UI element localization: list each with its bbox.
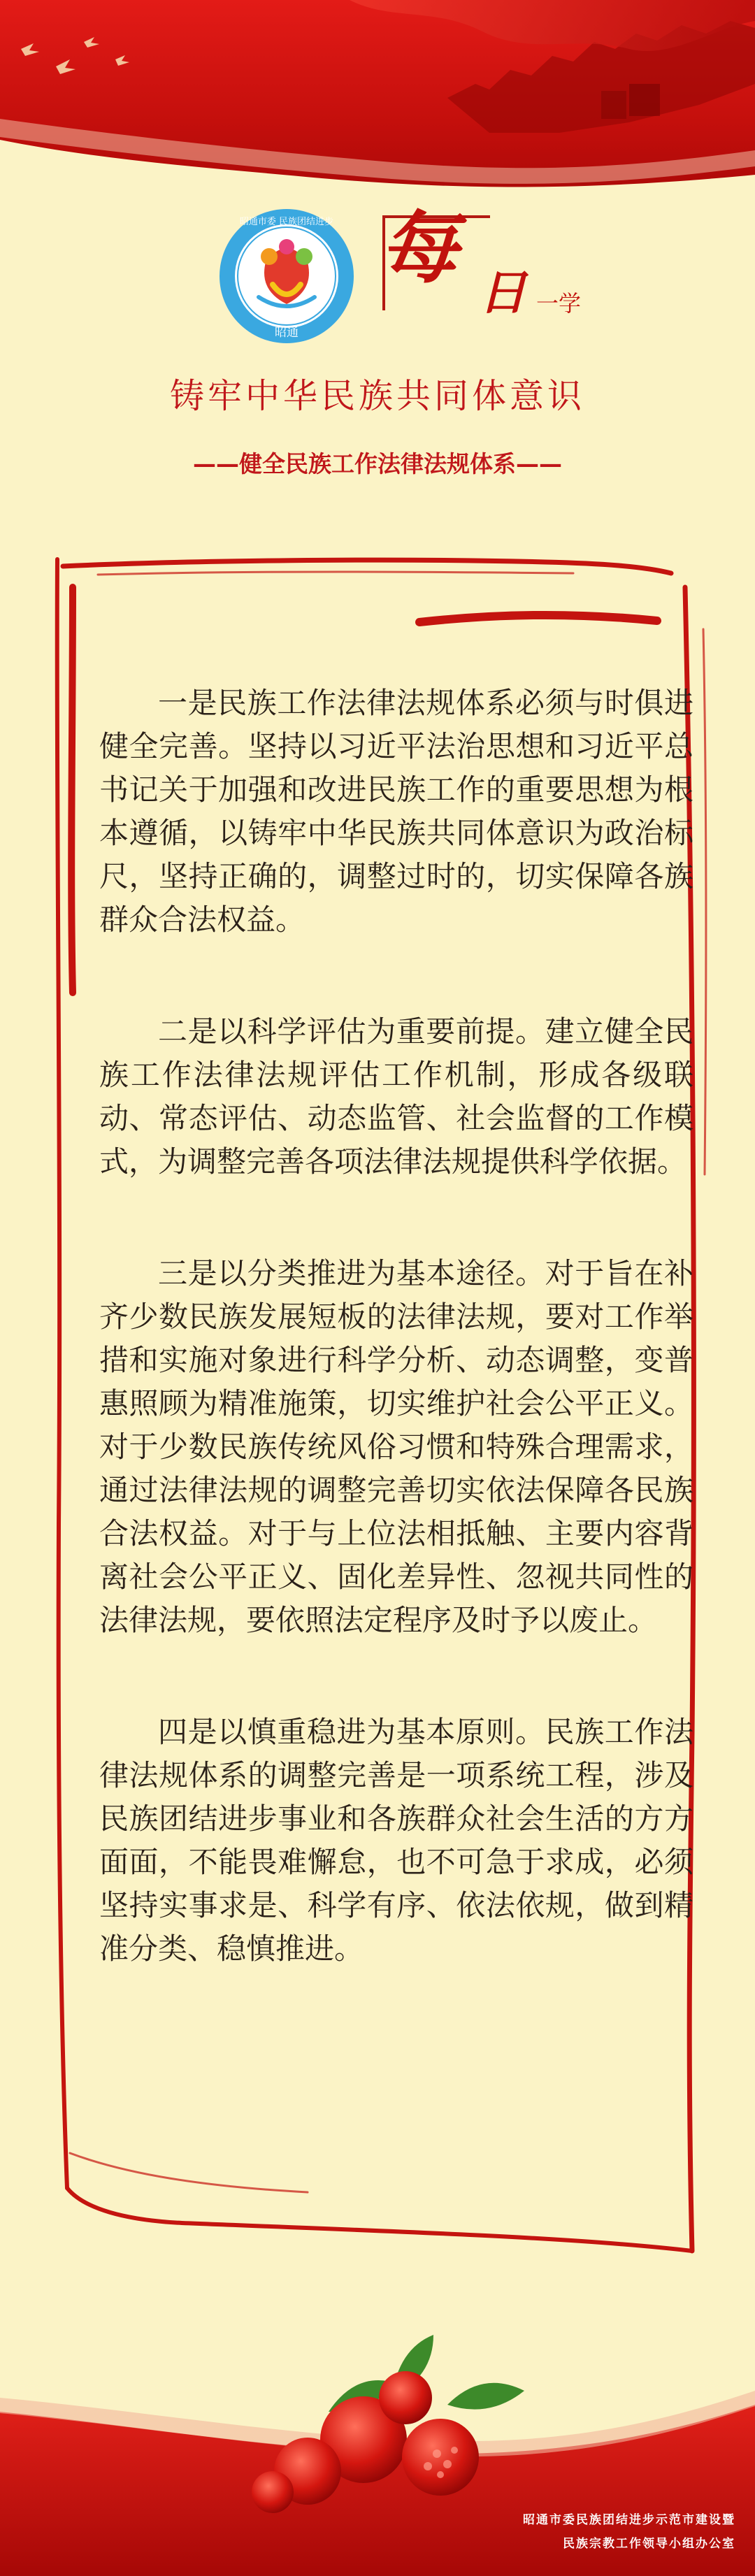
paragraph: 二是以科学评估为重要前提。建立健全民族工作法律法规评估工作机制，形成各级联动、常态评估、动态监管、社会监督的工作模式，为调整完善各项法律法规提供科学依据。	[99, 1014, 693, 1179]
article-body	[99, 682, 693, 2039]
top-red-banner	[0, 0, 755, 203]
daily-study-badge	[374, 203, 584, 332]
logo-ring-text: 昭通市委 民族团结进步	[239, 217, 334, 227]
logo-bottom-text: 昭通	[275, 326, 299, 340]
paragraph: 三是以分类推进为基本途径。对于旨在补齐少数民族发展短板的法律法规，要对工作举措和实施对象进行科学分析、动态调整，变普惠照顾为精准施策，切实维护社会公平正义。对于少数民族传统风俗习惯和特殊合理需求，通过法律法规的调整完善切实依法保障各民族合法权益。对于与上位法相抵触、主要内容背离社会公平正义、固化差异性、忽视共同性的法律法规，要依照法定程序及时予以废止。	[99, 1256, 693, 1637]
badge-char-ri: 日	[479, 265, 527, 321]
footer-line-1: 昭通市委民族团结进步示范市建设暨	[523, 2513, 735, 2527]
badge-char-mei: 每	[380, 203, 458, 294]
page-subtitle: ——健全民族工作法律法规体系——	[193, 450, 562, 477]
footer-line-2: 民族宗教工作领导小组办公室	[563, 2537, 735, 2551]
page-title: 铸牢中华民族共同体意识	[169, 376, 585, 416]
paragraph: 一是民族工作法律法规体系必须与时俱进健全完善。坚持以习近平法治思想和习近平总书记关于加强和改进民族工作的重要思想为根本遵循，以铸牢中华民族共同体意识为政治标尺，坚持正确的，调整过时的，切实保障各族群众合法权益。	[99, 686, 693, 937]
logo-emblem	[217, 206, 357, 346]
paragraph: 四是以慎重稳进为基本原则。民族工作法律法规体系的调整完善是一项系统工程，涉及民族团结进步事业和各族群众社会生活的方方面面，不能畏难懈怠，也不可急于求成，必须坚持实事求是、科学有序、依法依规，做到精准分类、稳慎推进。	[99, 1715, 693, 1966]
badge-char-yixue: 一学	[536, 290, 582, 317]
footer	[523, 2508, 735, 2556]
